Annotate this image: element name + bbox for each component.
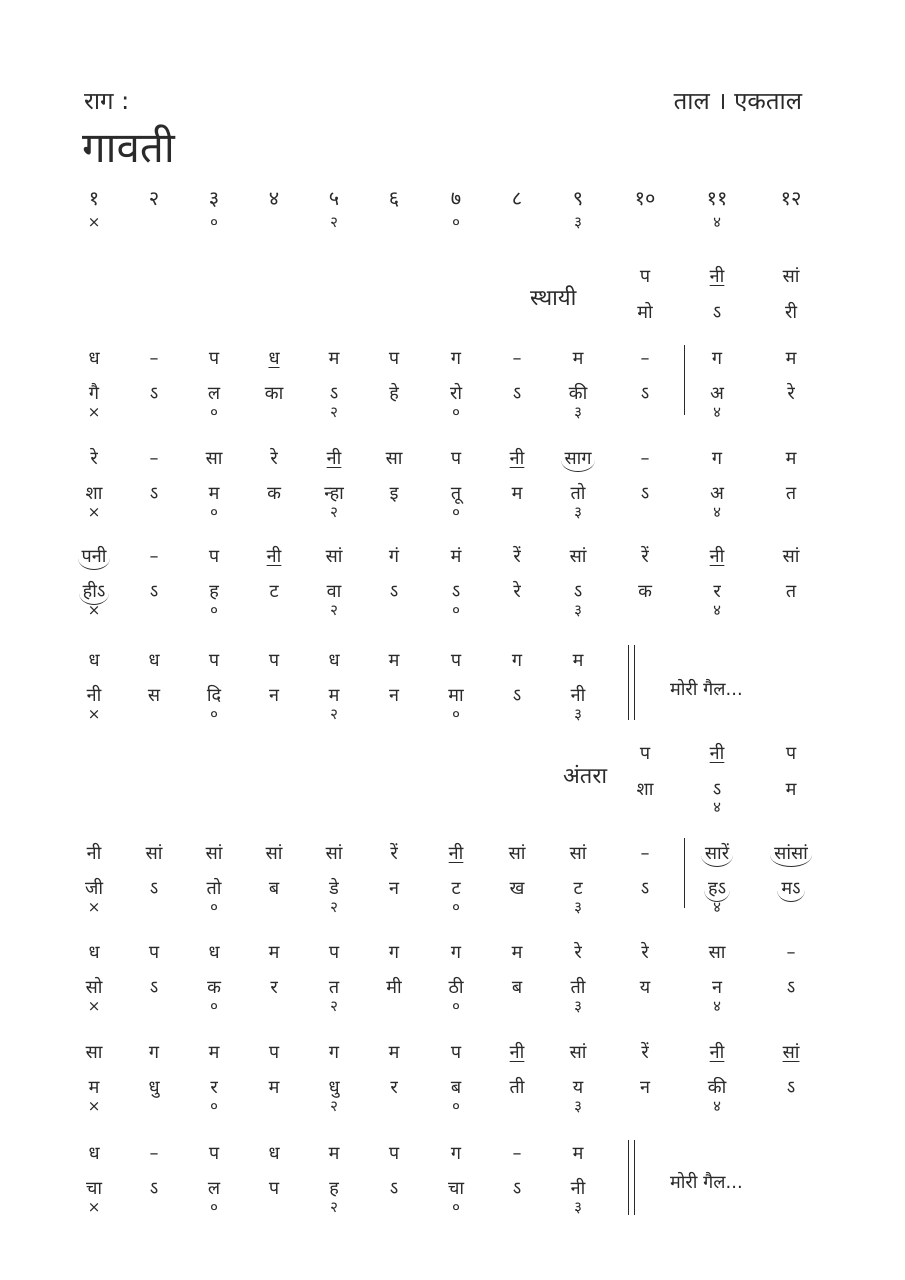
sthayi-bol: क <box>267 483 281 504</box>
sthayi-taal-mark: × <box>87 601 101 619</box>
sthayi-bol: तो <box>570 483 586 504</box>
sthayi-taal-mark: ० <box>452 503 460 521</box>
antara-swar: नी <box>448 843 464 864</box>
sthayi-bol: वा <box>326 581 342 602</box>
sthayi-taal-mark: × <box>87 503 101 521</box>
sthayi-swar: – <box>149 348 159 369</box>
antara-swar: म <box>208 1042 220 1063</box>
sthayi-taal-mark: ३ <box>574 503 582 521</box>
antara-swar: – <box>786 942 796 963</box>
antara-bol: ऽ <box>640 878 650 899</box>
raag-label: राग : <box>84 87 130 115</box>
sthayi-bol: रे <box>513 581 521 602</box>
antara-swar: म <box>388 1042 400 1063</box>
antara-taal-mark: ३ <box>574 997 582 1015</box>
sthayi-swar: ग <box>711 448 723 469</box>
antara-swar: नी <box>509 1042 525 1063</box>
antara-bol: ऽ <box>389 1178 399 1199</box>
sthayi-bol: शा <box>85 483 103 504</box>
antara-bol: ट <box>573 878 583 899</box>
sthayi-swar: प <box>268 650 280 671</box>
antara-taal-mark: ० <box>210 997 218 1015</box>
sthayi-swar: प <box>388 348 400 369</box>
beat-number: १२ <box>780 186 802 210</box>
antara-bol: म <box>88 1077 100 1098</box>
antara-bol: ब <box>511 977 523 998</box>
antara-pickup-swar: प <box>639 743 651 764</box>
taal-mark: ० <box>210 213 218 231</box>
beat-number: १० <box>634 186 656 210</box>
sthayi-taal-mark: २ <box>330 601 338 619</box>
antara-bol: ठी <box>448 977 464 998</box>
antara-pickup-bol: म <box>785 779 797 800</box>
antara-pickup-mark: ४ <box>713 798 721 816</box>
beat-number: ८ <box>511 186 523 210</box>
sthayi-bol: म <box>511 483 523 504</box>
sthayi-swar: नी <box>709 546 725 567</box>
sthayi-bol: गै <box>88 383 100 404</box>
antara-taal-mark: ० <box>452 1198 460 1216</box>
antara-swar: ध <box>268 1143 280 1164</box>
sthayi-swar: – <box>149 546 159 567</box>
antara-swar: रें <box>390 843 398 864</box>
sthayi-swar: प <box>450 650 462 671</box>
antara-bol: ब <box>268 878 280 899</box>
antara-bol: की <box>707 1077 727 1098</box>
end-bar <box>628 1140 629 1215</box>
antara-swar: सां <box>569 843 587 864</box>
sthayi-bol: न <box>269 685 279 706</box>
sthayi-taal-mark: २ <box>330 503 338 521</box>
sthayi-taal-mark: ३ <box>574 705 582 723</box>
antara-swar: रें <box>641 1042 649 1063</box>
antara-bol: न <box>389 878 399 899</box>
sthayi-bol: न <box>389 685 399 706</box>
sthayi-taal-mark: ० <box>210 403 218 421</box>
sthayi-swar: प <box>208 348 220 369</box>
sthayi-swar: सां <box>569 546 587 567</box>
sthayi-taal-mark: ० <box>452 601 460 619</box>
sthayi-swar: ध <box>148 650 160 671</box>
antara-bol: प <box>268 1178 280 1199</box>
beat-number: २ <box>148 186 160 210</box>
sthayi-taal-mark: ४ <box>713 403 721 421</box>
antara-swar: म <box>572 1143 584 1164</box>
antara-bol: मऽ <box>761 880 821 898</box>
sthayi-swar: रें <box>513 546 521 567</box>
sthayi-taal-mark: २ <box>330 705 338 723</box>
beat-number: ४ <box>268 186 280 210</box>
antara-bol: न <box>712 977 722 998</box>
antara-swar: ग <box>450 1143 462 1164</box>
sthayi-bol: अ <box>710 383 724 404</box>
antara-swar: सा <box>708 942 726 963</box>
sthayi-pickup-swar: सां <box>782 266 800 287</box>
antara-bol: र <box>210 1077 218 1098</box>
antara-taal-mark: ३ <box>574 898 582 916</box>
antara-swar: रे <box>641 942 649 963</box>
sthayi-taal-mark: ४ <box>713 601 721 619</box>
sthayi-bol: नी <box>86 685 102 706</box>
sthayi-pickup-swar: प <box>639 266 651 287</box>
sthayi-swar: प <box>450 448 462 469</box>
antara-swar: म <box>268 942 280 963</box>
antara-swar: नी <box>86 843 102 864</box>
taal-mark: ३ <box>574 213 582 231</box>
sthayi-taal-mark: ० <box>210 503 218 521</box>
taal-mark: २ <box>330 213 338 231</box>
sthayi-swar: रें <box>641 546 649 567</box>
antara-bol: जी <box>84 878 104 899</box>
antara-bol: धु <box>328 1077 340 1098</box>
sthayi-swar: सा <box>385 448 403 469</box>
antara-taal-mark: × <box>87 1097 101 1115</box>
sthayi-bol: ऽ <box>149 383 159 404</box>
sthayi-bol: ट <box>269 581 279 602</box>
sthayi-swar: नी <box>509 448 525 469</box>
sthayi-bol: मा <box>448 685 464 706</box>
antara-swar: नी <box>709 1042 725 1063</box>
antara-swar: ग <box>450 942 462 963</box>
sthayi-bol: तू <box>450 483 462 504</box>
beat-number: ३ <box>208 186 220 210</box>
antara-swar: सा <box>85 1042 103 1063</box>
antara-bol: सो <box>85 977 103 998</box>
sthayi-bol: हीऽ <box>64 583 124 601</box>
antara-swar: सां <box>569 1042 587 1063</box>
sthayi-swar: म <box>388 650 400 671</box>
sthayi-swar: ध <box>328 650 340 671</box>
antara-swar: सां <box>205 843 223 864</box>
vibhag-line <box>684 838 685 908</box>
antara-taal-mark: ० <box>210 1198 218 1216</box>
sthayi-swar: नी <box>266 546 282 567</box>
sthayi-pickup-swar: नी <box>709 266 725 287</box>
antara-bol: क <box>207 977 221 998</box>
antara-bol: र <box>390 1077 398 1098</box>
sthayi-bol: नी <box>570 685 586 706</box>
antara-swar: सां <box>325 843 343 864</box>
antara-bol: ट <box>451 878 461 899</box>
sthayi-swar: साग <box>548 450 608 468</box>
sthayi-taal-mark: ० <box>452 705 460 723</box>
antara-swar: ध <box>88 1143 100 1164</box>
sthayi-taal-mark: × <box>87 705 101 723</box>
antara-swar: ग <box>388 942 400 963</box>
sthayi-swar: रे <box>270 448 278 469</box>
vibhag-line <box>684 345 685 415</box>
antara-swar: सांसां <box>761 845 821 863</box>
sthayi-swar: म <box>572 348 584 369</box>
antara-bol: य <box>572 1077 584 1098</box>
sthayi-swar: – <box>640 348 650 369</box>
sthayi-swar: ध <box>268 348 280 369</box>
antara-swar: प <box>148 942 160 963</box>
sthayi-swar: ग <box>711 348 723 369</box>
antara-taal-mark: ३ <box>574 1097 582 1115</box>
antara-pickup-bol: शा <box>636 779 654 800</box>
sthayi-pickup-bol: ऽ <box>712 302 722 323</box>
antara-swar: रे <box>574 942 582 963</box>
sthayi-swar: सां <box>782 546 800 567</box>
antara-taal-mark: ४ <box>713 1097 721 1115</box>
sthayi-swar: – <box>640 448 650 469</box>
sthayi-swar: म <box>785 348 797 369</box>
antara-taal-mark: ० <box>452 997 460 1015</box>
antara-taal-mark: २ <box>330 898 338 916</box>
antara-swar: प <box>208 1143 220 1164</box>
antara-bol: धु <box>148 1077 160 1098</box>
antara-swar: सां <box>145 843 163 864</box>
antara-bol: ऽ <box>786 977 796 998</box>
sthayi-taal-mark: ० <box>210 601 218 619</box>
sthayi-swar: म <box>328 348 340 369</box>
taal-mark: ४ <box>713 213 721 231</box>
beat-number: ६ <box>388 186 400 210</box>
antara-swar: – <box>512 1143 522 1164</box>
antara-bol: ऽ <box>149 878 159 899</box>
antara-taal-mark: × <box>87 1198 101 1216</box>
sthayi-refrain: मोरी गैल... <box>670 679 743 700</box>
sthayi-bol: अ <box>710 483 724 504</box>
sthayi-bol: ऽ <box>329 383 339 404</box>
antara-bol: चा <box>447 1178 465 1199</box>
antara-bol: ऽ <box>512 1178 522 1199</box>
sthayi-swar: गं <box>388 546 400 567</box>
sthayi-swar: सां <box>325 546 343 567</box>
antara-taal-mark: २ <box>330 1198 338 1216</box>
sthayi-taal-mark: ० <box>452 403 460 421</box>
sthayi-bol: दि <box>206 685 222 706</box>
sthayi-bol: त <box>785 483 797 504</box>
antara-bol: म <box>268 1077 280 1098</box>
raag-name: गावती <box>82 123 175 172</box>
antara-swar: सारें <box>687 845 747 863</box>
antara-bol: ख <box>509 878 525 899</box>
antara-swar: ग <box>328 1042 340 1063</box>
beat-number: १ <box>88 186 100 210</box>
sthayi-bol: इ <box>389 483 399 504</box>
sthayi-bol: र <box>713 581 721 602</box>
antara-bol: ल <box>207 1178 221 1199</box>
antara-pickup-swar: नी <box>709 743 725 764</box>
antara-bol: चा <box>85 1178 103 1199</box>
sthayi-bol: म <box>328 685 340 706</box>
sthayi-swar: ग <box>450 348 462 369</box>
antara-bol: ह <box>329 1178 339 1199</box>
sthayi-bol: न्हा <box>324 483 344 504</box>
antara-swar: म <box>511 942 523 963</box>
antara-swar: ध <box>88 942 100 963</box>
antara-taal-mark: २ <box>330 997 338 1015</box>
sthayi-bol: रो <box>449 383 463 404</box>
sthayi-swar: पनी <box>64 548 124 566</box>
antara-bol: ती <box>570 977 586 998</box>
antara-bol: त <box>328 977 340 998</box>
antara-swar: प <box>388 1143 400 1164</box>
antara-bol: ऽ <box>149 1178 159 1199</box>
sthayi-swar: ग <box>511 650 523 671</box>
antara-bol: ऽ <box>149 977 159 998</box>
antara-pickup-swar: प <box>785 743 797 764</box>
sthayi-bol: म <box>208 483 220 504</box>
taal-mark: × <box>87 213 101 231</box>
sthayi-bol: क <box>638 581 652 602</box>
end-bar <box>634 645 635 720</box>
beat-number: ११ <box>706 186 728 210</box>
sthayi-taal-mark: × <box>87 403 101 421</box>
sthayi-swar: मं <box>450 546 462 567</box>
antara-swar: सां <box>508 843 526 864</box>
beat-number: ९ <box>572 186 584 210</box>
sthayi-swar: प <box>208 650 220 671</box>
sthayi-title: स्थायी <box>530 286 577 311</box>
sthayi-swar: नी <box>326 448 342 469</box>
end-bar <box>634 1140 635 1215</box>
sthayi-bol: हे <box>389 383 399 404</box>
sthayi-bol: ल <box>207 383 221 404</box>
sthayi-bol: ऽ <box>149 581 159 602</box>
sthayi-swar: म <box>785 448 797 469</box>
antara-taal-mark: ० <box>210 898 218 916</box>
antara-bol: नी <box>570 1178 586 1199</box>
sthayi-pickup-bol: री <box>784 302 798 323</box>
antara-taal-mark: × <box>87 898 101 916</box>
antara-title: अंतरा <box>563 764 608 789</box>
antara-bol: ऽ <box>786 1077 796 1098</box>
antara-taal-mark: ० <box>452 1097 460 1115</box>
antara-swar: ग <box>148 1042 160 1063</box>
antara-bol: मी <box>386 977 402 998</box>
sthayi-taal-mark: ३ <box>574 601 582 619</box>
sthayi-bol: रे <box>787 383 795 404</box>
sthayi-bol: ऽ <box>512 685 522 706</box>
sthayi-bol: ऽ <box>149 483 159 504</box>
antara-bol: र <box>270 977 278 998</box>
antara-bol: ती <box>509 1077 525 1098</box>
antara-bol: ब <box>450 1077 462 1098</box>
beat-number: ५ <box>328 186 340 210</box>
sthayi-taal-mark: २ <box>330 403 338 421</box>
taal-name: ताल । एकताल <box>673 87 802 115</box>
sthayi-bol: ऽ <box>640 483 650 504</box>
antara-taal-mark: ० <box>210 1097 218 1115</box>
sthayi-swar: म <box>572 650 584 671</box>
end-bar <box>628 645 629 720</box>
sthayi-swar: ध <box>88 348 100 369</box>
sthayi-taal-mark: ४ <box>713 503 721 521</box>
antara-swar: प <box>450 1042 462 1063</box>
sthayi-taal-mark: ३ <box>574 403 582 421</box>
antara-swar: ध <box>208 942 220 963</box>
sthayi-bol: ऽ <box>451 581 461 602</box>
sthayi-swar: ध <box>88 650 100 671</box>
antara-bol: य <box>639 977 651 998</box>
sthayi-bol: ऽ <box>512 383 522 404</box>
beat-number: ७ <box>450 186 462 210</box>
taal-mark: ० <box>452 213 460 231</box>
sthayi-taal-mark: ० <box>210 705 218 723</box>
antara-bol: न <box>640 1077 650 1098</box>
sthayi-bol: त <box>785 581 797 602</box>
sthayi-swar: – <box>149 448 159 469</box>
antara-bol: तो <box>206 878 222 899</box>
sthayi-pickup-bol: मो <box>637 302 653 323</box>
antara-taal-mark: ३ <box>574 1198 582 1216</box>
antara-taal-mark: ४ <box>713 898 721 916</box>
sthayi-bol: का <box>264 383 284 404</box>
sthayi-swar: – <box>512 348 522 369</box>
antara-taal-mark: २ <box>330 1097 338 1115</box>
antara-taal-mark: × <box>87 997 101 1015</box>
sthayi-swar: प <box>208 546 220 567</box>
sthayi-bol: ऽ <box>573 581 583 602</box>
antara-swar: प <box>328 942 340 963</box>
antara-swar: सां <box>782 1042 800 1063</box>
antara-swar: – <box>149 1143 159 1164</box>
sthayi-bol: ह <box>209 581 219 602</box>
antara-swar: म <box>328 1143 340 1164</box>
antara-bol: हऽ <box>687 880 747 898</box>
antara-swar: प <box>268 1042 280 1063</box>
antara-swar: सां <box>265 843 283 864</box>
sthayi-bol: स <box>147 685 161 706</box>
antara-bol: डे <box>329 878 339 899</box>
sthayi-bol: ऽ <box>389 581 399 602</box>
sthayi-bol: ऽ <box>640 383 650 404</box>
antara-taal-mark: ० <box>452 898 460 916</box>
sthayi-swar: सा <box>205 448 223 469</box>
antara-refrain: मोरी गैल... <box>670 1172 743 1193</box>
antara-pickup-bol: ऽ <box>712 779 722 800</box>
antara-taal-mark: ४ <box>713 997 721 1015</box>
antara-swar: – <box>640 843 650 864</box>
sthayi-swar: रे <box>90 448 98 469</box>
sthayi-bol: की <box>568 383 588 404</box>
